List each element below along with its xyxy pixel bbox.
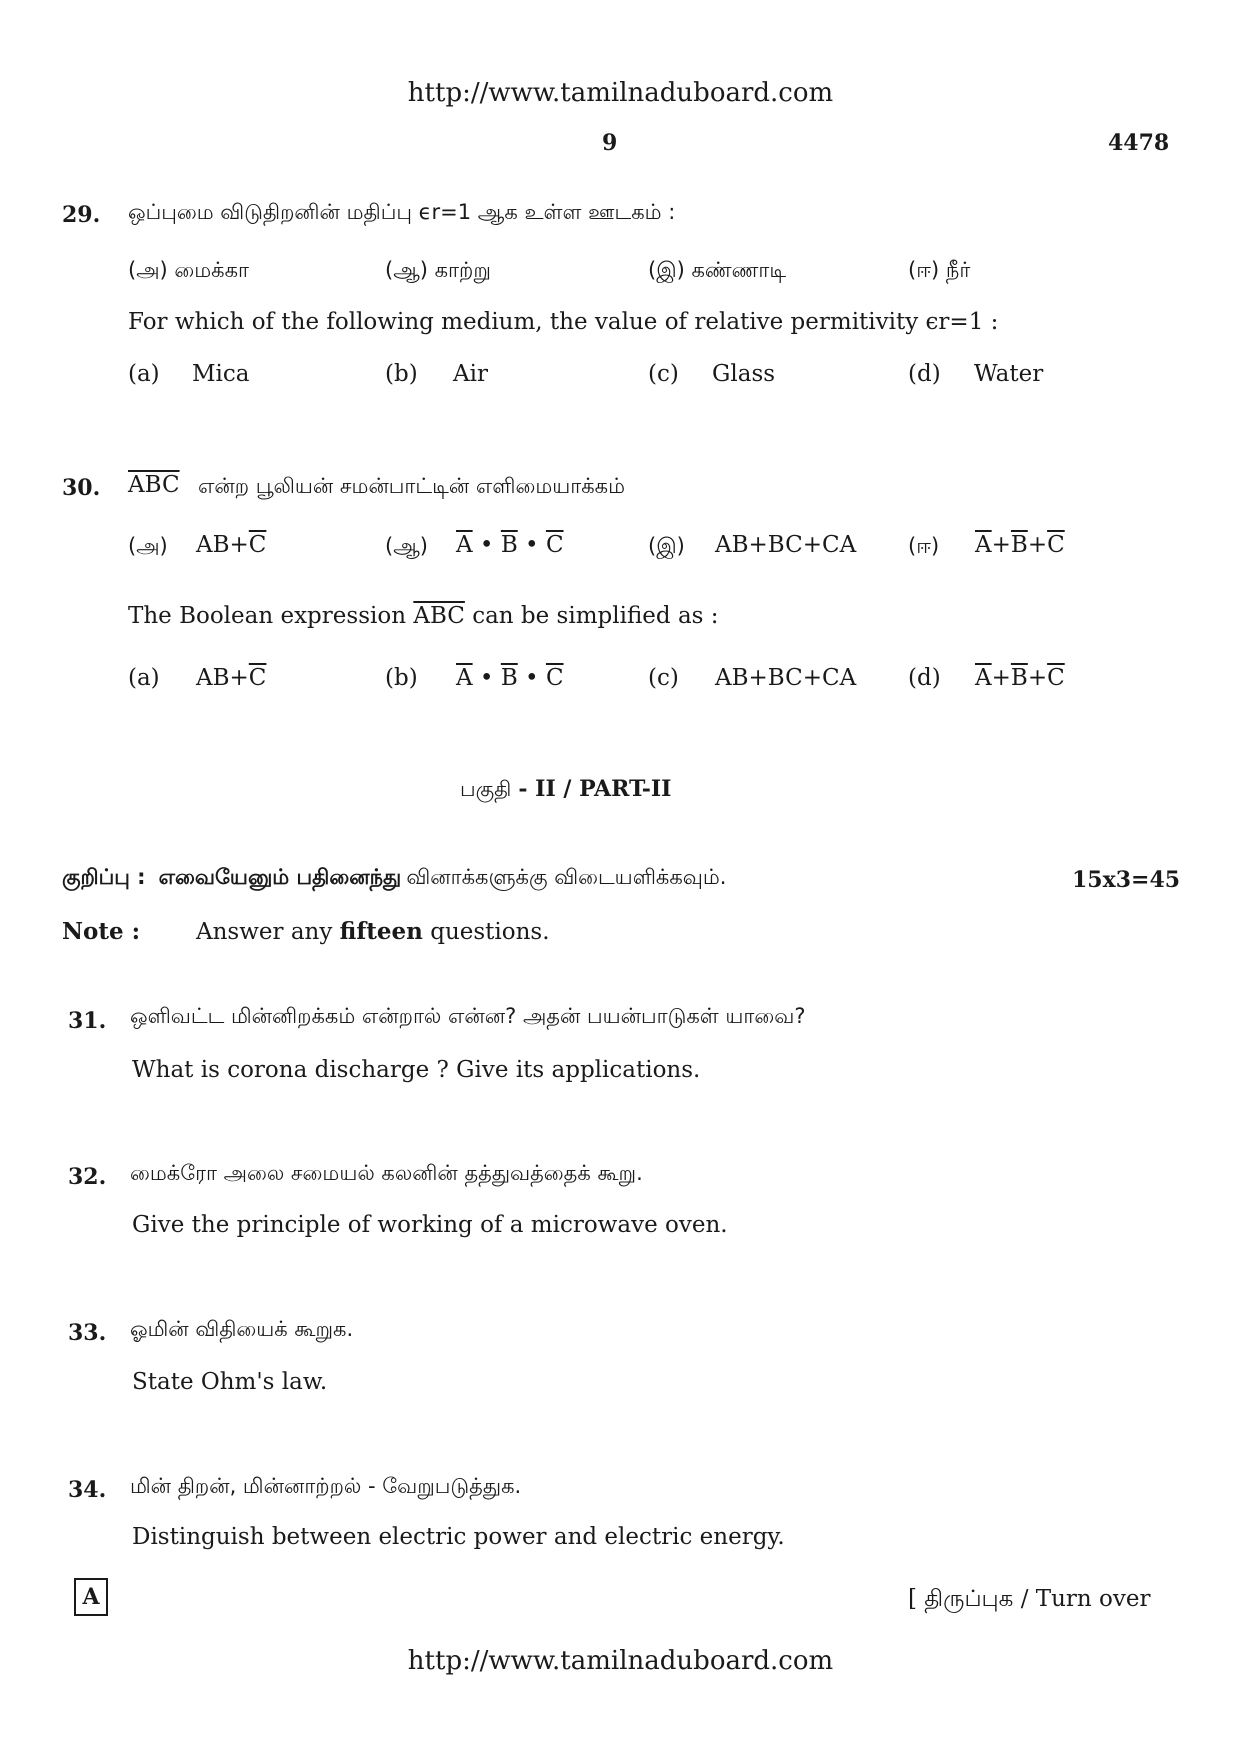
paper-code: 4478 (1108, 130, 1170, 156)
option-expr-b: $\overline{A}$ • $\overline{B}$ • $\overline{C}$ (456, 532, 564, 558)
option-expr-d: $\overline{A}+\overline{B}+\overline{C}$ (975, 532, 1065, 558)
note-post: questions. (430, 919, 550, 945)
option-tamil-b: (ஆ) காற்று (385, 258, 491, 282)
option-tamil-a: (அ) மைக்கா (128, 258, 250, 282)
question-text-tamil: ஓமின் விதியைக் கூறுக. (130, 1317, 354, 1341)
note-emphasis-tamil: எவையேனும் பதினைந்து (158, 865, 402, 889)
expression-abc-bar: $\overline{ABC}$ (413, 603, 465, 629)
option-key-a: (a) (128, 665, 160, 691)
note-text-tamil: வினாக்களுக்கு விடையளிக்கவும். (406, 865, 727, 889)
expression-abc-bar: $\overline{ABC}$ (128, 472, 180, 498)
option-value-b: Air (453, 361, 488, 387)
question-text-english: For which of the following medium, the value of relative permitivity ϵr=1 : (128, 309, 999, 335)
question-text-tamil: ஒளிவட்ட மின்னிறக்கம் என்றால் என்ன? அதன் பயன்பாடுகள் யாவை? (130, 1004, 806, 1028)
option-key-b: (b) (385, 361, 418, 387)
section-title-tamil: பகுதி (460, 777, 512, 801)
option-key-d: (d) (908, 665, 941, 691)
option-tamil-c: (இ) கண்ணாடி (648, 258, 787, 282)
option-key-tamil-b: (ஆ) (385, 534, 428, 558)
note-text-english (196, 918, 550, 945)
option-key-c: (c) (648, 361, 679, 387)
question-text-english: State Ohm's law. (132, 1369, 328, 1395)
option-key-d: (d) (908, 361, 941, 387)
header-url[interactable]: http://www.tamilnaduboard.com (407, 78, 834, 108)
page-number: 9 (602, 130, 618, 156)
section-title-english: - II / PART-II (518, 776, 672, 802)
option-value-a: Mica (192, 361, 250, 387)
option-expr-b: $\overline{A}$ • $\overline{B}$ • $\overline{C}$ (456, 665, 564, 691)
note-emphasis: fifteen (339, 918, 423, 945)
question-text-tamil: என்ற பூலியன் சமன்பாட்டின் எளிமையாக்கம் (198, 474, 625, 498)
question-number: 32. (68, 1164, 107, 1190)
note-pre: Answer any (196, 919, 333, 945)
question-number: 30. (62, 475, 101, 501)
note-label-english: Note : (62, 918, 141, 945)
option-expr-a: $AB+\overline{C}$ (196, 665, 267, 691)
option-value-c: Glass (712, 361, 776, 387)
question-text-tamil: மைக்ரோ அலை சமையல் கலனின் தத்துவத்தைக் கூறு. (130, 1161, 643, 1185)
question-text-english: Distinguish between electric power and electric energy. (132, 1524, 785, 1550)
english-pre: The Boolean expression (128, 603, 407, 629)
option-key-a: (a) (128, 361, 160, 387)
question-text-english: What is corona discharge ? Give its applications. (132, 1057, 701, 1083)
turn-over-text: [ திருப்புக / Turn over (908, 1586, 1151, 1612)
question-number: 34. (68, 1477, 107, 1503)
option-key-tamil-a: (அ) (128, 534, 168, 558)
question-number: 29. (62, 202, 101, 228)
question-text-tamil: ஒப்புமை விடுதிறனின் மதிப்பு ϵr=1 ஆக உள்ள ஊடகம் : (128, 200, 676, 224)
note-label-tamil: குறிப்பு : (62, 865, 146, 889)
section-heading (460, 776, 671, 804)
option-expr-c: AB+BC+CA (715, 532, 857, 558)
booklet-label-box: A (74, 1578, 108, 1616)
option-expr-c: AB+BC+CA (715, 665, 857, 691)
question-text-english: Give the principle of working of a microwave oven. (132, 1212, 728, 1238)
option-expr-a: $AB+\overline{C}$ (196, 532, 267, 558)
question-text-english (128, 603, 719, 629)
question-number: 33. (68, 1320, 107, 1346)
question-text-tamil: மின் திறன், மின்னாற்றல் - வேறுபடுத்துக. (130, 1474, 522, 1498)
option-expr-d: $\overline{A}+\overline{B}+\overline{C}$ (975, 665, 1065, 691)
note-tamil (62, 865, 726, 892)
option-key-b: (b) (385, 665, 418, 691)
option-key-tamil-c: (இ) (648, 534, 685, 558)
marks-total: 15x3=45 (1072, 867, 1181, 893)
option-tamil-d: (ஈ) நீர் (908, 258, 971, 282)
question-number: 31. (68, 1008, 107, 1034)
option-value-d: Water (974, 361, 1044, 387)
option-key-c: (c) (648, 665, 679, 691)
footer-url[interactable]: http://www.tamilnaduboard.com (407, 1646, 834, 1676)
english-post: can be simplified as : (472, 603, 719, 629)
option-key-tamil-d: (ஈ) (908, 534, 940, 558)
